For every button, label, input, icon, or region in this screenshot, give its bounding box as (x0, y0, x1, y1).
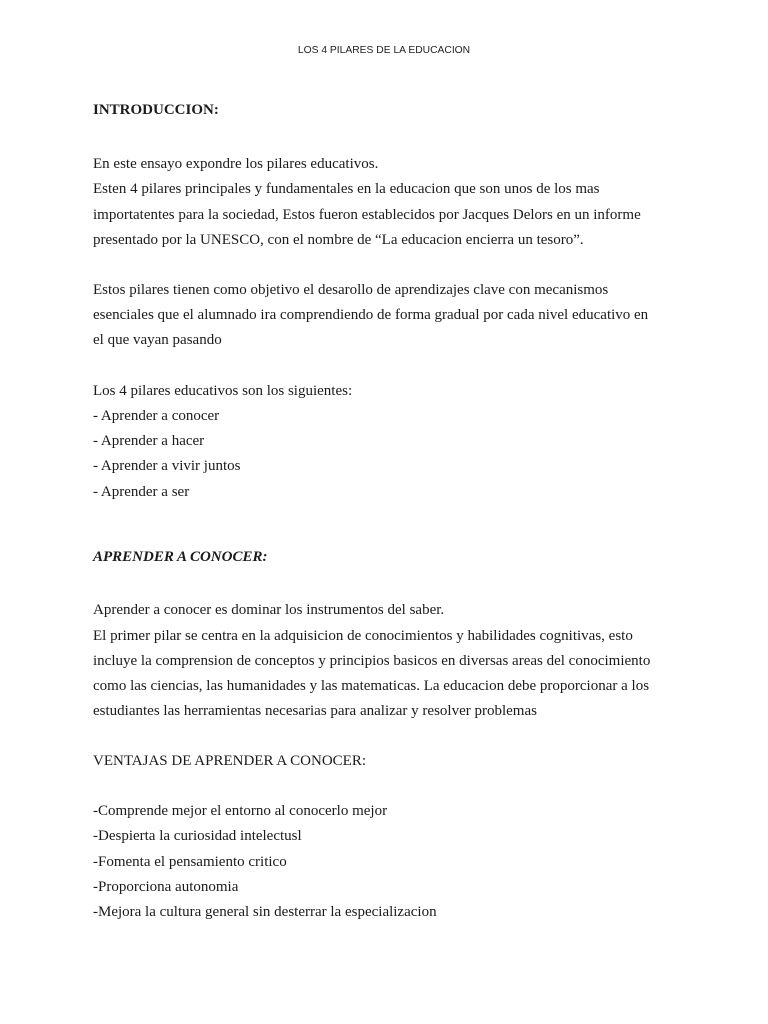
paragraph-line: El primer pilar se centra en la adquisicion de conocimientos y habilidades cognitivas, esto (93, 628, 633, 644)
section-heading-aprender-a-conocer: APRENDER A CONOCER: (93, 549, 268, 565)
paragraph-line: importatentes para la sociedad, Estos fueron establecidos por Jacques Delors en un informe (93, 207, 641, 223)
paragraph-line: Estos pilares tienen como objetivo el desarollo de aprendizajes clave con mecanismos (93, 282, 609, 298)
list-item-pillar: - Aprender a conocer (93, 408, 220, 424)
list-item-ventaja: -Despierta la curiosidad intelectusl (93, 828, 302, 844)
section-heading-introduccion: INTRODUCCION: (93, 102, 219, 118)
paragraph-line: como las ciencias, las humanidades y las matematicas. La educacion debe proporcionar a los (93, 678, 650, 694)
list-item-ventaja: -Fomenta el pensamiento critico (93, 854, 287, 870)
list-item-ventaja: -Proporciona autonomia (93, 879, 239, 895)
paragraph-line: el que vayan pasando (93, 332, 222, 348)
list-item-ventaja: -Mejora la cultura general sin desterrar la especializacion (93, 904, 437, 920)
list-intro: Los 4 pilares educativos son los siguientes: (93, 383, 353, 399)
paragraph-line: esenciales que el alumnado ira comprendiendo de forma gradual por cada nivel educativo en (93, 307, 649, 323)
paragraph-line: estudiantes las herramientas necesarias para analizar y resolver problemas (93, 703, 537, 719)
list-item-ventaja: -Comprende mejor el entorno al conocerlo mejor (93, 803, 388, 819)
list-item-pillar: - Aprender a vivir juntos (93, 458, 241, 474)
paragraph-line: Aprender a conocer es dominar los instrumentos del saber. (93, 602, 445, 618)
paragraph-line: Esten 4 pilares principales y fundamentales en la educacion que son unos de los mas (93, 181, 600, 197)
subheading-ventajas: VENTAJAS DE APRENDER A CONOCER: (93, 753, 366, 769)
list-item-pillar: - Aprender a ser (93, 484, 190, 500)
paragraph-line: incluye la comprension de conceptos y principios basicos en diversas areas del conocimiento (93, 653, 651, 669)
paragraph-line: presentado por la UNESCO, con el nombre de “La educacion encierra un tesoro”. (93, 232, 584, 248)
page-header-title: LOS 4 PILARES DE LA EDUCACION (297, 45, 471, 56)
list-item-pillar: - Aprender a hacer (93, 433, 205, 449)
paragraph-line: En este ensayo expondre los pilares educativos. (93, 156, 379, 172)
